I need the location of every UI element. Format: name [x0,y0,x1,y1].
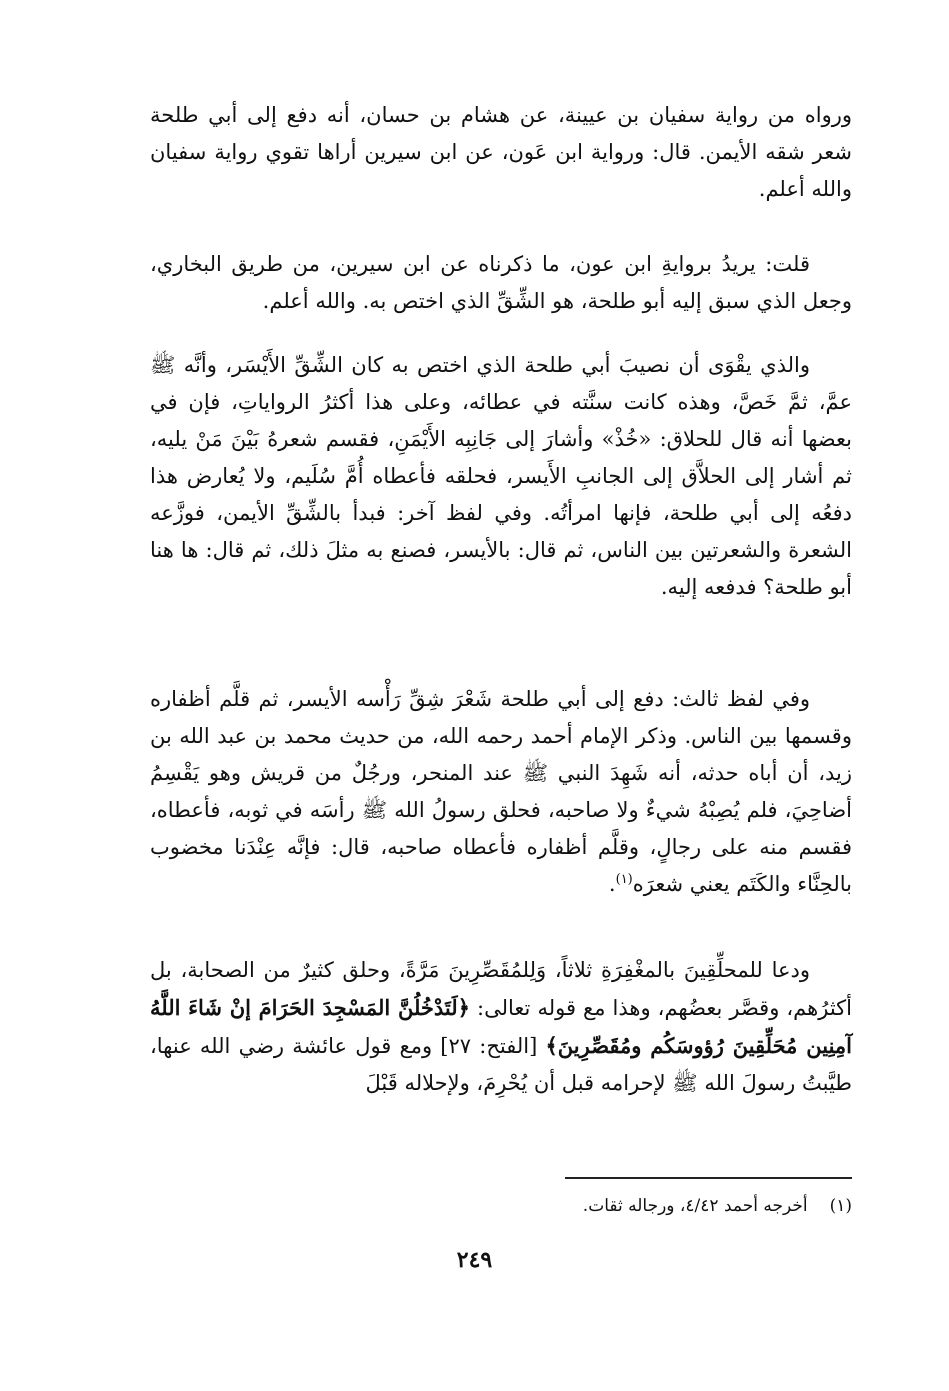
paragraph-4-text: وفي لفظ ثالث: دفع إلى أبي طلحة شَعْرَ شِقِّ رَأْسه الأيسر، ثم قلَّم أظفاره وقسمها بين الناس. وذكر الإمام أحمد رحمه الله، من حديث محمد بن عبد الله بن زيد، أن أباه حدثه، أنه شَهِدَ النبي ﷺ عند المنحر، ورجُلٌ من قريش وهو يَقْسِمُ أضاحِيَ، فلم يُصِبْهُ شيءٌ ولا صاحبه، فحلق رسولُ الله ﷺ رأسَه في ثوبه، فأعطاه، فقسم منه على رجالٍ، وقلَّم أظفاره فأعطاه صاحبه، قال: فإنَّه عِنْدَنا مخضوب بالحِنَّاء والكَتَم يعني شعرَه [150,687,852,896]
paragraph-4-end: . [608,872,616,896]
paragraph-1: ورواه من رواية سفيان بن عيينة، عن هشام بن حسان، أنه دفع إلى أبي طلحة شعر شقه الأيمن. قال: ورواية ابن عَون، عن ابن سيرين أراها تقوي رواية سفيان والله أعلم. [150,103,852,201]
paragraph-5-text: ودعا للمحلِّقِينَ بالمغْفِرَةِ ثلاثاً، وَلِلمُقَصِّرِينَ مَرَّةً، وحلق كثيرٌ من الصحابة، بل أكثرُهم، وقصَّر بعضُهم، وهذا مع قوله تعالى: [150,958,852,1020]
footnote-reference: (١) [615,872,633,887]
page-number: ٢٤٩ [456,1247,493,1273]
paragraph-2: قلت: يريدُ بروايةِ ابن عون، ما ذكرناه عن ابن سيرين، من طريق البخاري، وجعل الذي سبق إليه أبو طلحة، هو الشِّقِّ الذي اختص به. والله أعلم. [150,252,852,313]
paragraph-5-end: [الفتح: ٢٧] ومع قول عائشة رضي الله عنها، طيَّبتُ رسولَ الله ﷺ لإحرامه قبل أن يُحْرِمَ، ولإحلاله قَبْلَ [150,1034,852,1095]
footnote-number: (١) [829,1196,852,1216]
footnote-text: أخرجه أحمد ٤/٤٢، ورجاله ثقات. [582,1196,808,1216]
paragraph-4 [150,681,852,903]
quran-verse: ﴿لَتَدْخُلُنَّ المَسْجِدَ الحَرَامَ إنْ شَاءَ اللَّهُ آمِنِين مُحَلِّقِينَ رُؤوسَكُم ومُقَصِّرِينَ﴾ [150,995,852,1058]
paragraph-5 [150,952,852,1102]
paragraph-3: والذي يقْوَى أن نصيبَ أبي طلحة الذي اختص به كان الشِّقِّ الأَيْسَر، وأنَّه ﷺ عمَّ، ثمَّ خَصَّ، وهذه كانت سنَّته في عطائه، وعلى هذا أكثرُ الرواياتِ، فإن في بعضها أنه قال للحلاق: «خُذْ» وأشارَ إلى جَانِبِه الأَيْمَنِ، فقسم شعرهُ بَيْنَ مَنْ يليه، ثم أشار إلى الحلاَّق إلى الجانبِ الأَيسر، فحلقه فأعطاه أُمَّ سُلَيم، ولا يُعارض هذا دفعُه إلى أبي طلحة، فإنها امرأتُه. وفي لفظ آخر: فبدأ بالشِّقِّ الأيمن، فوزَّعه الشعرة والشعرتين بين الناس، ثم قال: بالأيسر، فصنع به مثلَ ذلك، ثم قال: ها هنا أبو طلحة؟ فدفعه إليه. [150,353,852,599]
footnote [150,1192,852,1220]
footnote-divider [565,1177,852,1179]
